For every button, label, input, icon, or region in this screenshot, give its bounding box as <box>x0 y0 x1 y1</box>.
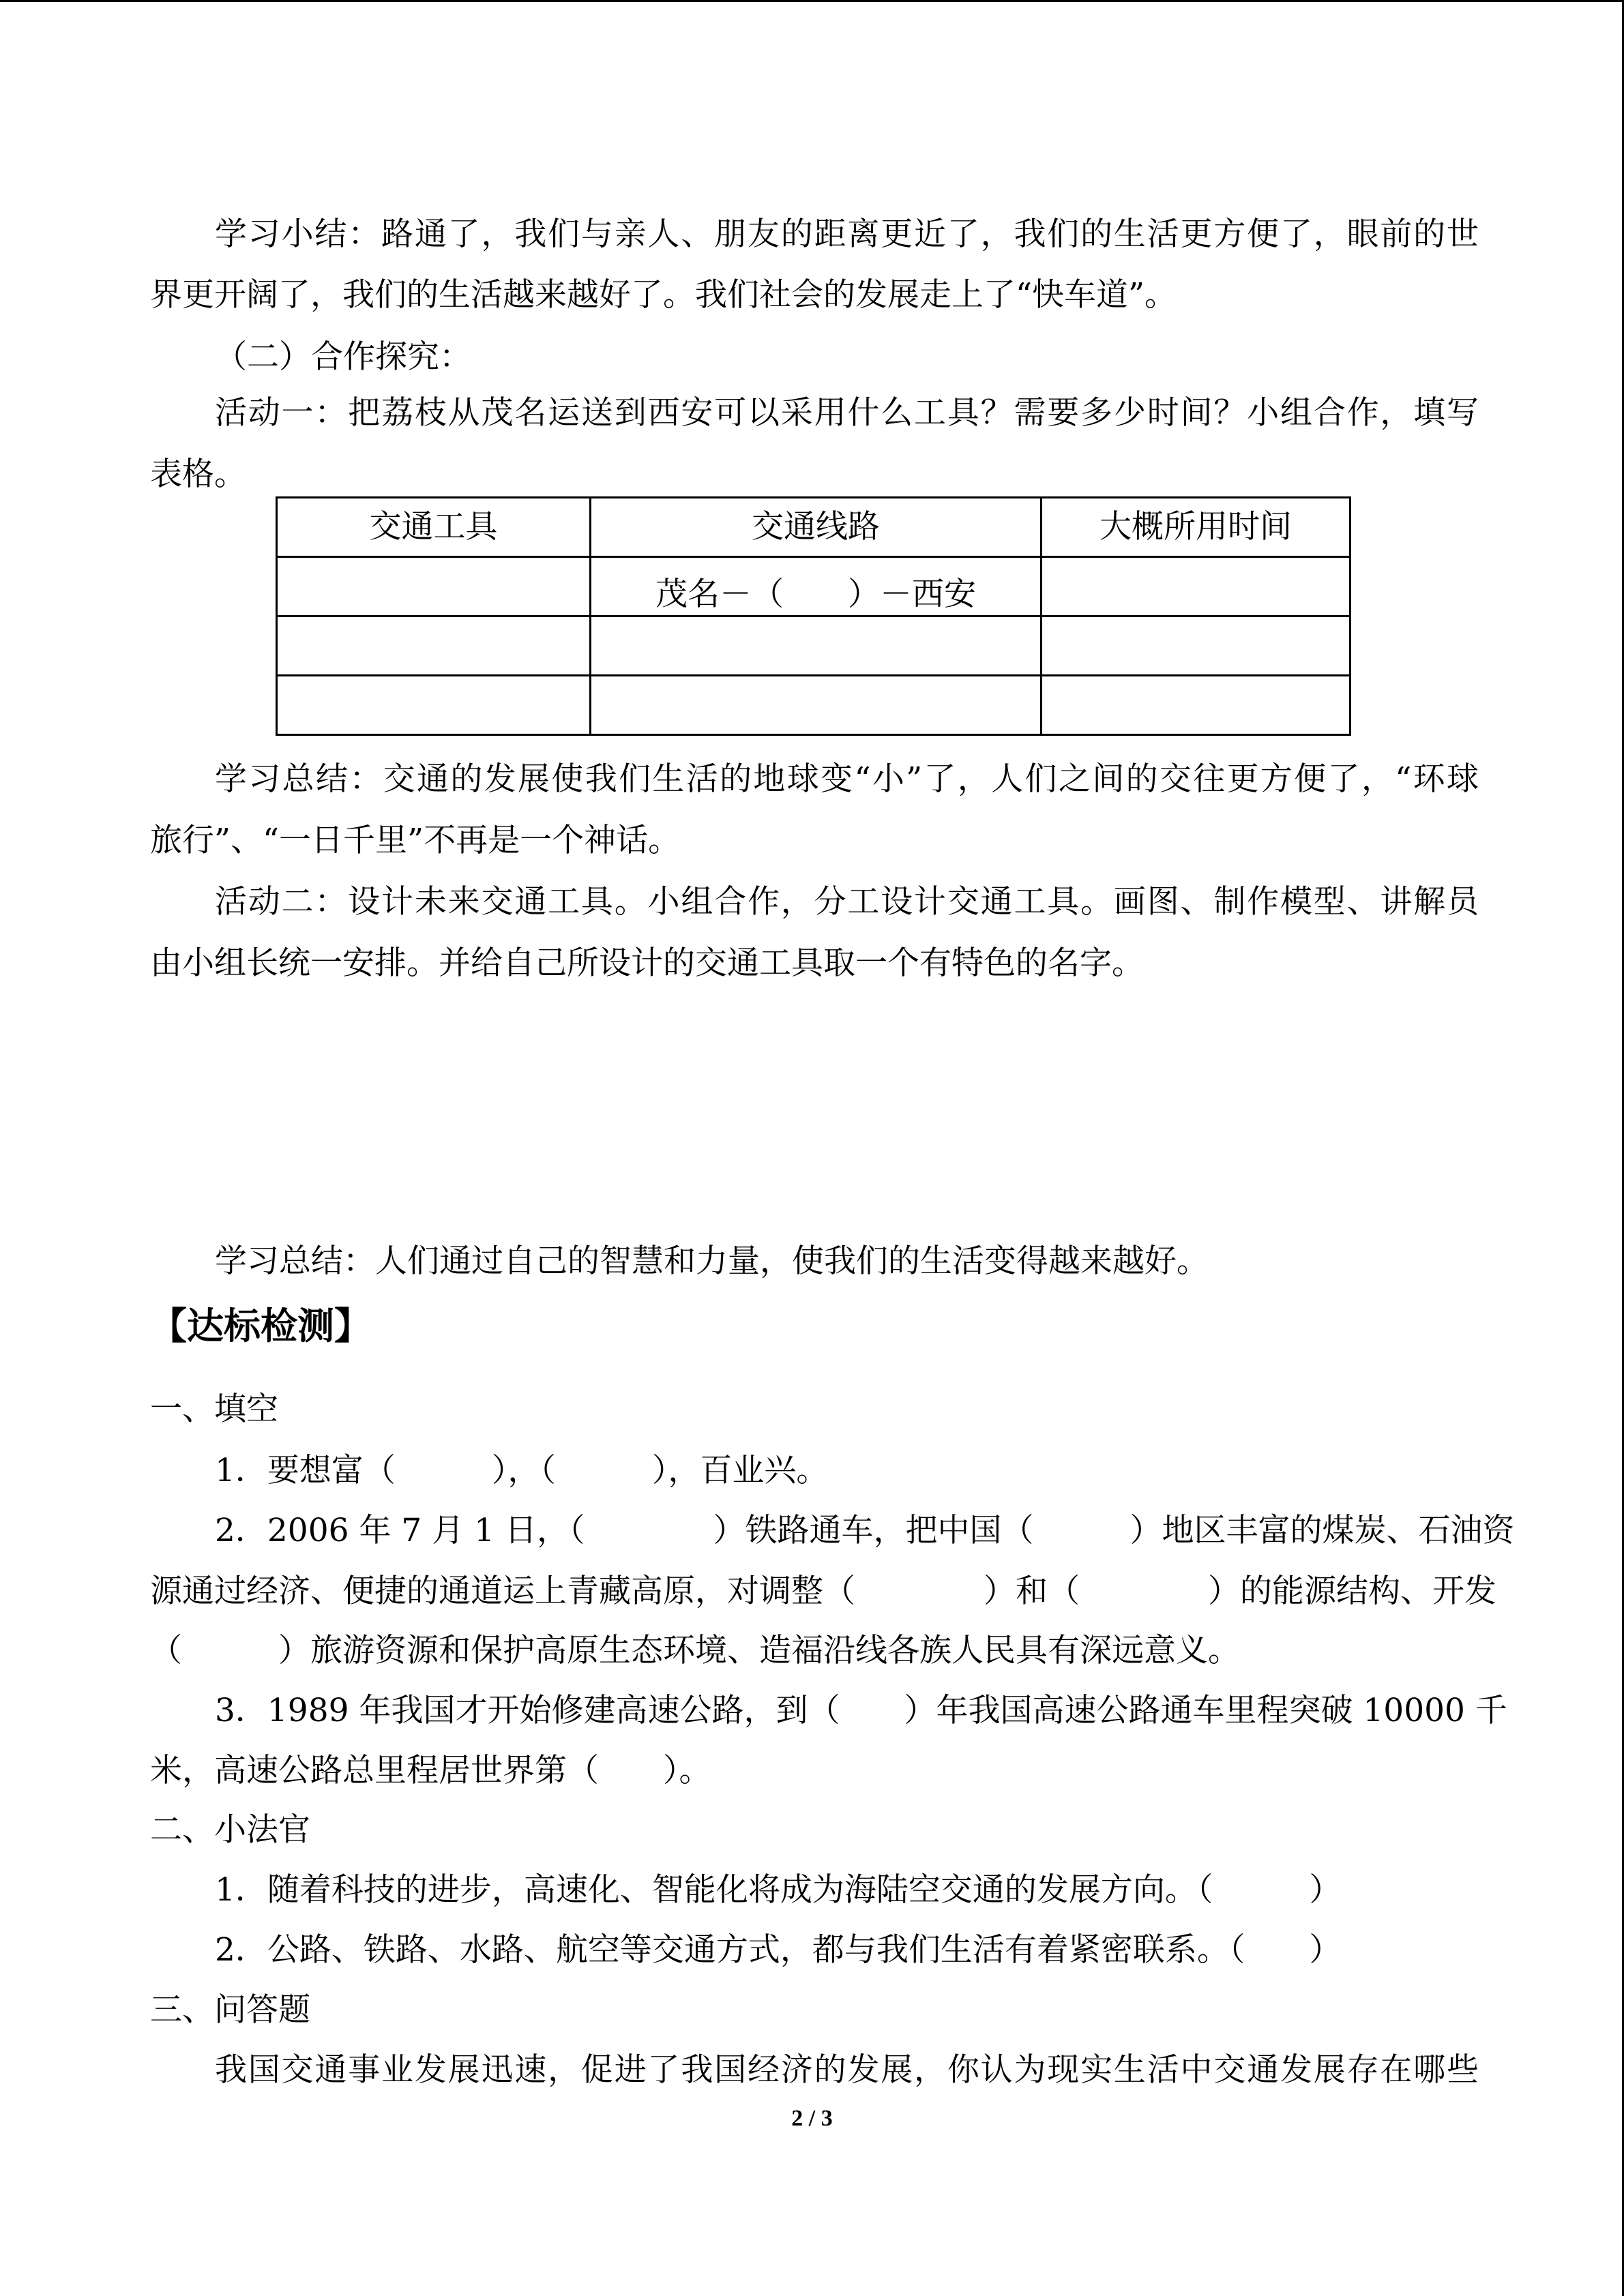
header-time: 大概所用时间 <box>1042 498 1350 557</box>
fill-question-2-line-3: （ ）旅游资源和保护高原生态环境、造福沿线各族人民具有深远意义。 <box>150 1632 1240 1669</box>
summary-paragraph-line-1: 学习小结：路通了，我们与亲人、朋友的距离更近了，我们的生活更方便了，眼前的世 <box>215 215 1479 253</box>
part-one-title: 一、填空 <box>150 1390 278 1428</box>
judge-question-2: 2．公路、铁路、水路、航空等交通方式，都与我们生活有着紧密联系。（ ） <box>215 1931 1342 1969</box>
header-route: 交通线路 <box>591 498 1042 557</box>
fill-question-2-line-1: 2．2006 年 7 月 1 日，（ ）铁路通车，把中国（ ）地区丰富的煤炭、石油资 <box>215 1512 1515 1549</box>
activity-one-line-2: 表格。 <box>150 456 246 493</box>
table-header-row <box>277 498 1350 557</box>
fill-question-3-line-1: 3．1989 年我国才开始修建高速公路，到（ ）年我国高速公路通车里程突破 10000 千 <box>215 1692 1507 1729</box>
fill-question-3-line-2: 米，高速公路总里程居世界第（ ）。 <box>150 1752 711 1789</box>
part-three-title: 三、问答题 <box>150 1991 310 2029</box>
fill-question-2-line-2: 源通过经济、便捷的通道运上青藏高原，对调整（ ）和（ ）的能源结构、开发 <box>150 1572 1496 1610</box>
summary-paragraph-line-2: 界更开阔了，我们的生活越来越好了。我们社会的发展走上了“快车道”。 <box>150 276 1177 314</box>
section-heading-cooperation: （二）合作探究： <box>215 338 471 376</box>
table-row <box>277 616 1350 676</box>
header-vehicle: 交通工具 <box>277 498 591 557</box>
page-number: 2 / 3 <box>791 2106 833 2131</box>
table-cell[interactable] <box>591 676 1042 735</box>
transport-table <box>276 496 1351 736</box>
table-row <box>277 676 1350 735</box>
activity-two-line-2: 由小组长统一安排。并给自己所设计的交通工具取一个有特色的名字。 <box>150 944 1144 982</box>
activity-one-line-1: 活动一：把荔枝从茂名运送到西安可以采用什么工具？需要多少时间？小组合作，填写 <box>215 394 1479 432</box>
table-cell[interactable] <box>1042 557 1350 616</box>
judge-question-1: 1．随着科技的进步，高速化、智能化将成为海陆空交通的发展方向。（ ） <box>215 1871 1342 1909</box>
summary-three: 学习总结：人们通过自己的智慧和力量，使我们的生活变得越来越好。 <box>215 1242 1209 1280</box>
page-border-top <box>0 0 1624 2</box>
assessment-heading: 【达标检测】 <box>150 1304 371 1347</box>
table-cell[interactable] <box>277 616 591 676</box>
qa-question-line-1: 我国交通事业发展迅速，促进了我国经济的发展，你认为现实生活中交通发展存在哪些 <box>215 2051 1479 2089</box>
table-cell[interactable] <box>277 676 591 735</box>
table-cell[interactable] <box>277 557 591 616</box>
table-cell[interactable] <box>1042 676 1350 735</box>
table-cell-route[interactable]: 茂名－（ ）－西安 <box>591 557 1042 616</box>
table-row <box>277 557 1350 616</box>
part-two-title: 二、小法官 <box>150 1811 310 1849</box>
summary-two-line-2: 旅行”、“一日千里”不再是一个神话。 <box>150 822 681 859</box>
fill-question-1: 1．要想富（ ），（ ），百业兴。 <box>215 1452 829 1489</box>
activity-two-line-1: 活动二：设计未来交通工具。小组合作，分工设计交通工具。画图、制作模型、讲解员 <box>215 883 1479 921</box>
summary-two-line-1: 学习总结：交通的发展使我们生活的地球变“小”了，人们之间的交往更方便了，“环球 <box>215 760 1479 798</box>
table-cell[interactable] <box>1042 616 1350 676</box>
table-cell[interactable] <box>591 616 1042 676</box>
